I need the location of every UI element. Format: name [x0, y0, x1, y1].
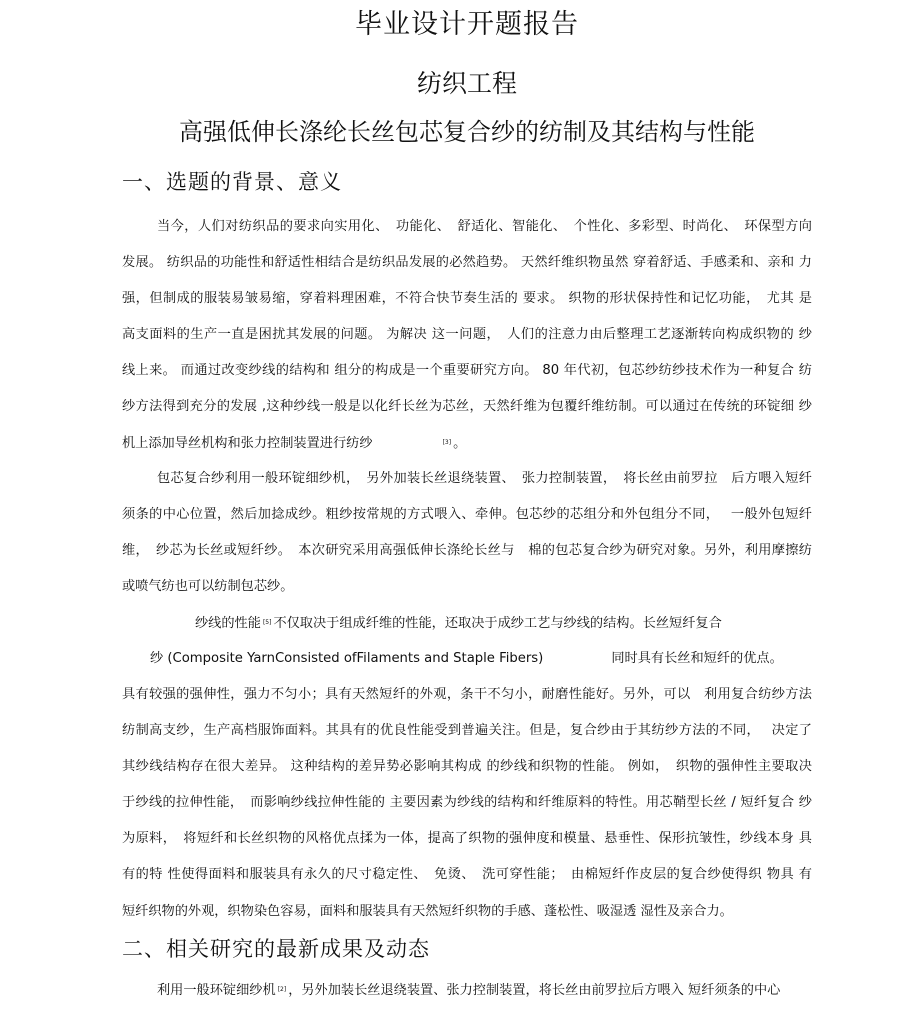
paragraph-text: 利用一般环锭细纱机: [157, 983, 276, 998]
paragraph-line: 于纱线的拉伸性能， 而影响纱线拉伸性能的 主要因素为纱线的结构和纤维原料的特性。用芯鞘型长丝 / 短纤复合 纱: [122, 795, 812, 810]
paragraph-line: 其纱线结构存在很大差异。 这种结构的差异势必影响其构成 的纱线和织物的性能。 例如， 织物的强伸性主要取决: [122, 759, 812, 774]
document-title: 毕业设计开题报告: [355, 9, 579, 40]
paragraph-line: 或喷气纺也可以纺制包芯纱。: [122, 579, 294, 594]
paragraph-line: 当今，人们对纺织品的要求向实用化、 功能化、 舒适化、智能化、 个性化、多彩型、时尚化、 环保型方向: [157, 219, 812, 234]
paragraph-text: 同时具有长丝和短纤的优点。: [611, 651, 783, 666]
citation-ref: [5]: [262, 619, 272, 626]
paragraph-line: 短纤织物的外观，织物染色容易，面料和服装具有天然短纤织物的手感、蓬松性、吸湿透 湿性及亲合力。: [122, 904, 733, 919]
paragraph-line: 有的特 性使得面料和服装具有永久的尺寸稳定性、 免烫、 洗可穿性能； 由棉短纤作皮层的复合纱使得织 物具 有: [122, 867, 812, 882]
paragraph-line: [195, 614, 755, 633]
paragraph-line: 纱方法得到充分的发展 ,这种纱线一般是以化纤长丝为芯丝，天然纤维为包覆纤维纺制。可以通过在传统的环锭细 纱: [122, 399, 812, 414]
department-title: 纺织工程: [416, 69, 517, 98]
paragraph-line: 强，但制成的服装易皱易缩，穿着料理困难，不符合快节奏生活的 要求。 织物的形状保持性和记忆功能， 尤其 是: [122, 291, 812, 306]
paragraph-line: [150, 650, 810, 668]
paragraph-line: [157, 981, 812, 1000]
paragraph-text: 机上添加导丝机构和张力控制装置进行纺纱: [122, 436, 373, 451]
topic-title: 高强低伸长涤纶长丝包芯复合纱的纺制及其结构与性能: [179, 118, 755, 146]
paragraph-line: 线上来。 而通过改变纱线的结构和 组分的构成是一个重要研究方向。 80 年代初，包芯纱纺纱技术作为一种复合 纺: [122, 363, 812, 378]
citation-ref: [2]: [277, 986, 287, 993]
paragraph-text: ，另外加装长丝退绕装置、张力控制装置，将长丝由前罗拉后方喂入 短纤须条的中心: [288, 983, 781, 998]
paragraph-line: 发展。 纺织品的功能性和舒适性相结合是纺织品发展的必然趋势。 天然纤维织物虽然 穿着舒适、手感柔和、亲和 力: [122, 255, 812, 270]
paragraph-line: 具有较强的强伸性，强力不匀小；具有天然短纤的外观，条干不匀小，耐磨性能好。另外，可以 利用复合纺纱方法: [122, 687, 812, 702]
paragraph-text: 纱线的性能: [195, 616, 261, 631]
citation-ref: [3]: [442, 439, 452, 446]
paragraph-line: 维， 纱芯为长丝或短纤纱。 本次研究采用高强低伸长涤纶长丝与 棉的包芯复合纱为研究对象。另外，利用摩擦纺: [122, 543, 812, 558]
paragraph-line: [122, 434, 812, 453]
paragraph-line: 须条的中心位置，然后加捻成纱。粗纱按常规的方式喂入、牵伸。包芯纱的芯组分和外包组分不同， 一般外包短纤: [122, 507, 812, 522]
section1-heading: 一、选题的背景、意义: [122, 170, 342, 194]
paragraph-text: 不仅取决于组成纤维的性能，还取决于成纱工艺与纱线的结构。长丝短纤复合: [273, 616, 722, 631]
paragraph-line: 高支面料的生产一直是困扰其发展的问题。 为解决 这一问题， 人们的注意力由后整理工艺逐渐转向构成织物的 纱: [122, 327, 812, 342]
section2-heading: 二、相关研究的最新成果及动态: [122, 937, 430, 961]
paragraph-text: 纱 (Composite YarnConsisted ofFilaments and Staple Fibers): [150, 651, 544, 666]
paragraph-line: 包芯复合纱利用一般环锭细纱机， 另外加装长丝退绕装置、 张力控制装置， 将长丝由前罗拉 后方喂入短纤: [157, 471, 812, 486]
paragraph-line: 为原料， 将短纤和长丝织物的风格优点揉为一体，提高了织物的强伸度和模量、悬垂性、保形抗皱性，纱线本身 具: [122, 831, 812, 846]
paragraph-text: 。: [453, 436, 467, 451]
paragraph-line: 纺制高支纱，生产高档服饰面料。其具有的优良性能受到普遍关注。但是，复合纱由于其纺纱方法的不同， 决定了: [122, 723, 812, 738]
